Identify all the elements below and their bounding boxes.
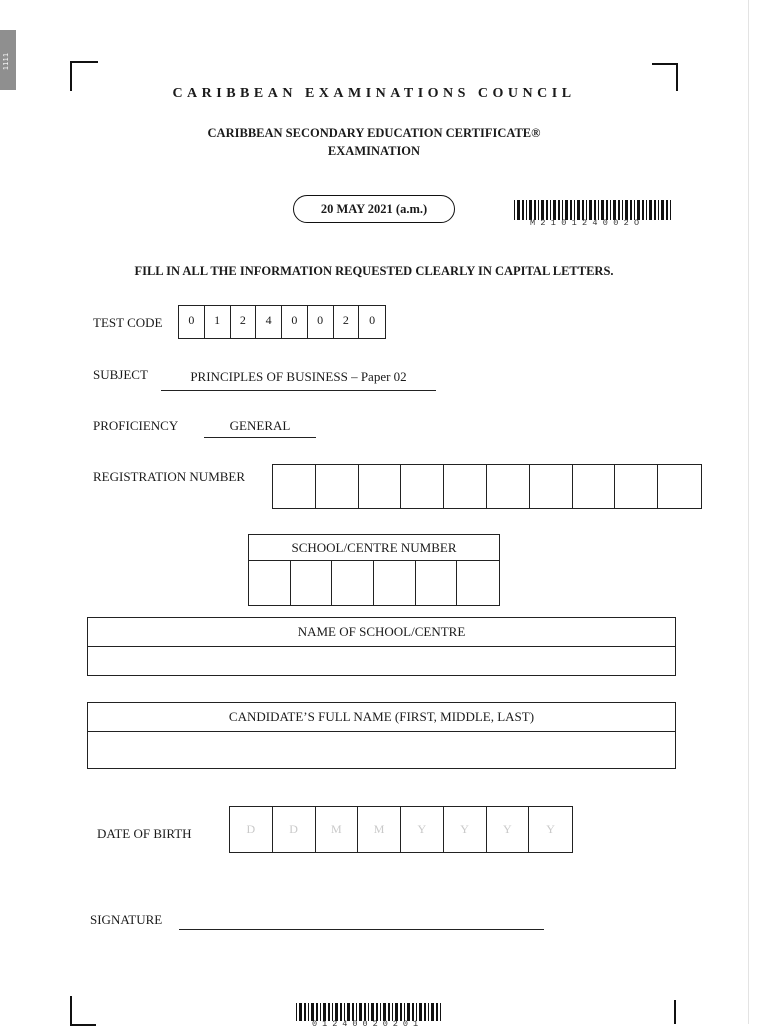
registration-number-label: REGISTRATION NUMBER (93, 469, 246, 484)
school-centre-number-box (248, 534, 500, 606)
date-of-birth-cell[interactable]: D (273, 807, 316, 852)
instruction-text: FILL IN ALL THE INFORMATION REQUESTED CLEARLY IN CAPITAL LETTERS. (134, 264, 614, 278)
school-centre-number-cell[interactable] (249, 561, 291, 605)
registration-number-cell[interactable] (615, 465, 658, 508)
test-code-grid (178, 305, 386, 339)
registration-number-cell[interactable] (487, 465, 530, 508)
test-code-digit: 1 (205, 306, 231, 338)
date-of-birth-cell[interactable]: M (358, 807, 401, 852)
date-of-birth-cell[interactable]: Y (444, 807, 487, 852)
barcode-top (514, 200, 674, 220)
test-code-digit: 4 (256, 306, 282, 338)
registration-mark-bottom-left (70, 996, 96, 1026)
school-centre-name-label: NAME OF SCHOOL/CENTRE (88, 618, 675, 647)
registration-number-cell[interactable] (658, 465, 701, 508)
test-code-digit: 0 (369, 312, 376, 327)
registration-number-cell[interactable] (359, 465, 402, 508)
proficiency-field[interactable]: GENERAL (204, 418, 316, 438)
date-of-birth-cell[interactable]: Y (487, 807, 530, 852)
test-code-digit: 2 (334, 306, 360, 338)
proficiency-label: PROFICIENCY (93, 418, 179, 433)
registration-number-grid (272, 464, 702, 509)
registration-number-cell[interactable] (530, 465, 573, 508)
school-centre-number-cell[interactable] (416, 561, 458, 605)
registration-number-cell[interactable] (316, 465, 359, 508)
test-code-label: TEST CODE (93, 315, 163, 330)
registration-number-cell[interactable] (273, 465, 316, 508)
exam-date-badge: 20 MAY 2021 (a.m.) (293, 195, 455, 223)
subject-label: SUBJECT (93, 367, 148, 382)
barcode-bottom-number: 01240020201 (312, 1019, 424, 1029)
registration-number-cell[interactable] (573, 465, 616, 508)
school-centre-number-cell[interactable] (332, 561, 374, 605)
candidate-name-box (87, 702, 676, 769)
registration-number-cell[interactable] (401, 465, 444, 508)
page-edge (748, 0, 749, 1024)
date-of-birth-cell[interactable]: M (316, 807, 359, 852)
date-of-birth-cell[interactable]: D (230, 807, 273, 852)
school-centre-number-cell[interactable] (374, 561, 416, 605)
school-centre-name-field[interactable] (88, 647, 675, 675)
barcode-top-number: M210124002O (530, 218, 645, 228)
date-of-birth-label: DATE OF BIRTH (97, 826, 192, 841)
signature-line[interactable] (179, 929, 544, 930)
school-centre-number-cell[interactable] (291, 561, 333, 605)
test-code-digit: 0 (179, 306, 205, 338)
registration-mark-bottom-right (674, 1000, 676, 1024)
certificate-title-line2: EXAMINATION (327, 144, 421, 158)
school-centre-name-box (87, 617, 676, 676)
school-centre-number-label: SCHOOL/CENTRE NUMBER (249, 535, 499, 561)
date-of-birth-cell[interactable]: Y (546, 822, 555, 836)
side-tab (0, 30, 16, 90)
signature-label: SIGNATURE (90, 912, 163, 927)
school-centre-number-cell[interactable] (457, 561, 499, 605)
candidate-name-field[interactable] (88, 732, 675, 768)
certificate-title (0, 124, 748, 160)
test-code-digit: 0 (308, 306, 334, 338)
date-of-birth-cell[interactable]: Y (401, 807, 444, 852)
school-centre-number-cells (249, 561, 499, 605)
side-tab-text: 1111 (3, 52, 10, 71)
test-code-digit: 0 (282, 306, 308, 338)
date-of-birth-grid (229, 806, 573, 853)
registration-number-cell[interactable] (444, 465, 487, 508)
council-title: CARIBBEAN EXAMINATIONS COUNCIL (172, 86, 576, 101)
test-code-digit: 2 (231, 306, 257, 338)
candidate-name-label: CANDIDATE’S FULL NAME (FIRST, MIDDLE, LAST) (88, 703, 675, 732)
subject-field[interactable]: PRINCIPLES OF BUSINESS – Paper 02 (161, 369, 436, 391)
certificate-title-line1: CARIBBEAN SECONDARY EDUCATION CERTIFICATE® (207, 126, 541, 140)
